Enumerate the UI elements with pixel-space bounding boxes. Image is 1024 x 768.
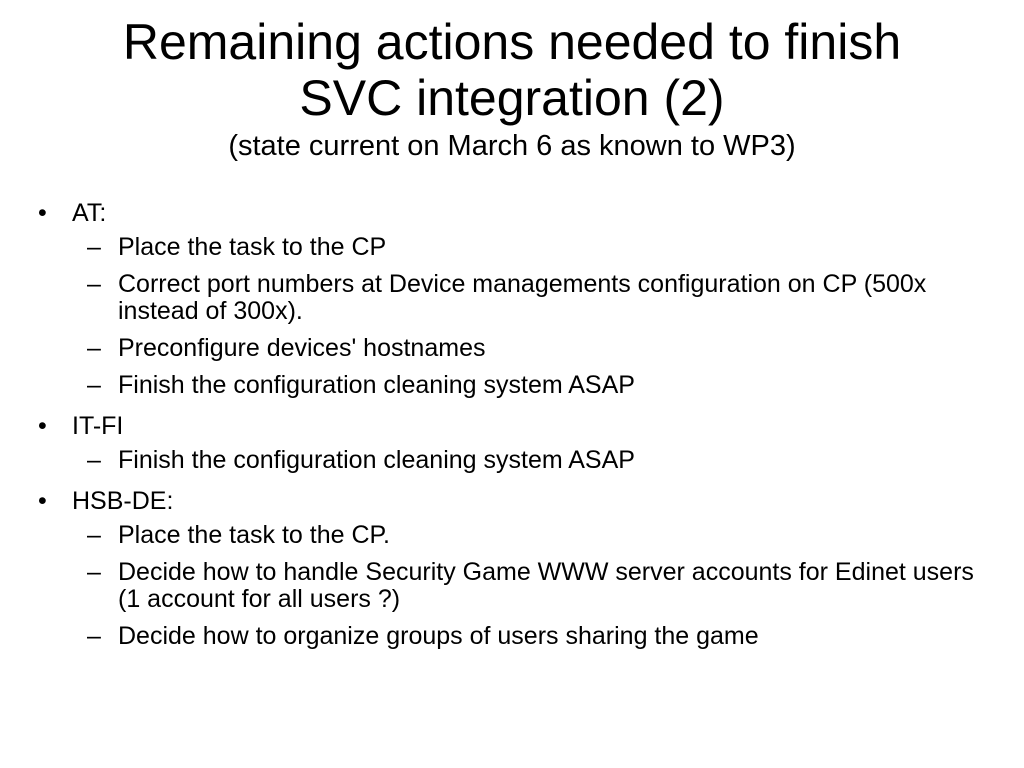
sub-item	[0, 335, 1024, 362]
bullet-icon: •	[38, 487, 47, 515]
dash-icon: –	[87, 622, 101, 650]
sub-item-text: Correct port numbers at Device managements configuration on CP (500x instead of 300x).	[118, 270, 927, 325]
sub-item-text: Place the task to the CP	[118, 233, 387, 261]
sub-item-text: Decide how to handle Security Game WWW server accounts for Edinet users (1 account for all users ?)	[118, 558, 974, 613]
section-heading: AT:	[72, 199, 107, 227]
sub-item	[0, 623, 1024, 650]
title-block	[0, 14, 1024, 164]
dash-icon: –	[87, 446, 101, 474]
sub-item	[0, 372, 1024, 399]
slide-subtitle: (state current on March 6 as known to WP3)	[228, 130, 796, 162]
sub-item	[0, 234, 1024, 261]
section-at	[0, 198, 1024, 399]
section-heading: IT-FI	[72, 412, 124, 440]
dash-icon: –	[87, 521, 101, 549]
sub-item-text: Finish the configuration cleaning system ASAP	[118, 371, 635, 399]
slide-title-line-2: SVC integration (2)	[299, 70, 725, 126]
section-heading: HSB-DE:	[72, 487, 174, 515]
slide-title-line-1: Remaining actions needed to finish	[122, 14, 902, 70]
sub-item-text: Decide how to organize groups of users sharing the game	[118, 622, 759, 650]
bullet-item	[0, 198, 1024, 228]
sub-item	[0, 271, 1024, 325]
section-it-fi	[0, 411, 1024, 474]
sub-item-text: Place the task to the CP.	[118, 521, 390, 549]
dash-icon: –	[87, 334, 101, 362]
sub-item-text: Finish the configuration cleaning system ASAP	[118, 446, 635, 474]
sub-item-text: Preconfigure devices' hostnames	[118, 334, 486, 362]
sub-item	[0, 522, 1024, 549]
bullet-icon: •	[38, 412, 47, 440]
dash-icon: –	[87, 371, 101, 399]
bullet-icon: •	[38, 199, 47, 227]
dash-icon: –	[87, 270, 101, 298]
bullet-item	[0, 486, 1024, 516]
sub-item	[0, 447, 1024, 474]
dash-icon: –	[87, 233, 101, 261]
bullet-item	[0, 411, 1024, 441]
sub-item	[0, 559, 1024, 613]
dash-icon: –	[87, 558, 101, 586]
section-hsb-de	[0, 486, 1024, 650]
slide-content	[0, 198, 1024, 662]
